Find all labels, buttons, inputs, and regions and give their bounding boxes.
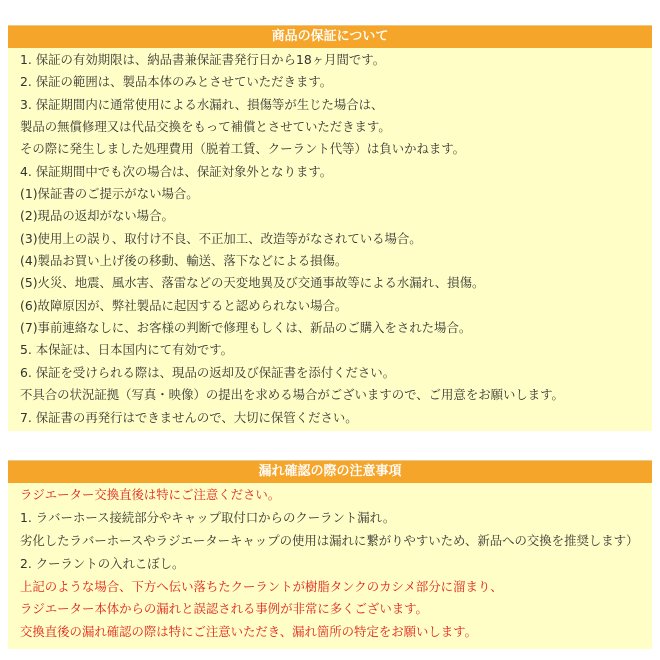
leak-check-line: 1. ラバーホース接続部分やキャップ取付口からのクーラント漏れ。	[20, 509, 396, 525]
warranty-body	[8, 48, 652, 431]
warranty-line: 製品の無償修理又は代品交換をもって補償とさせていただきます。	[20, 119, 391, 135]
leak-check-header: 漏れ確認の際の注意事項	[8, 460, 652, 483]
warranty-line: (1)保証書のご提示がない場合。	[20, 186, 199, 202]
leak-check-body	[8, 483, 652, 649]
leak-check-line: ラジエーター交換直後は特にご注意ください。	[20, 487, 281, 502]
warranty-line: (3)使用上の誤り、取付け不良、不正加工、改造等がなされている場合。	[20, 230, 422, 246]
warranty-line: (4)製品お買い上げ後の移動、輸送、落下などによる損傷。	[20, 253, 348, 269]
warranty-line: 1. 保証の有効期限は、納品書兼保証書発行日から18ヶ月間です。	[20, 52, 386, 67]
warranty-line: (6)故障原因が、弊社製品に起因すると認められない場合。	[20, 297, 348, 313]
warranty-line: (2)現品の返却がない場合。	[20, 208, 174, 224]
warranty-header: 商品の保証について	[8, 25, 652, 48]
leak-check-line: 交換直後の漏れ確認の際は特にご注意いただき、漏れ箇所の特定をお願いします。	[20, 624, 477, 640]
warranty-line: (7)事前連絡なしに、お客様の判断で修理もしくは、新品のご購入をされた場合。	[20, 320, 472, 336]
leak-check-line: 2. クーラントの入れこぼし。	[20, 555, 185, 571]
warranty-line: 5. 本保証は、日本国内にて有効です。	[20, 342, 234, 358]
warranty-line: 不具合の状況証拠（写真・映像）の提出を求める場合がございますので、ご用意をお願いします。	[20, 387, 564, 403]
warranty-line: 2. 保証の範囲は、製品本体のみとさせていただきます。	[20, 74, 333, 90]
leak-check-line: 上記のような場合、下方へ伝い落ちたクーラントが樹脂タンクのカシメ部分に溜まり、	[20, 578, 503, 594]
warranty-section	[8, 25, 652, 431]
warranty-line: 6. 保証を受けられる際は、現品の返却及び保証書を添付ください。	[20, 364, 396, 380]
warranty-line: (5)火災、地震、風水害、落雷などの天変地異及び交通事故等による水漏れ、損傷。	[20, 275, 485, 291]
leak-check-line: 劣化したラバーホースやラジエーターキャップの使用は漏れに繋がりやすいため、新品への交換を推奨します）	[20, 532, 639, 548]
leak-check-section	[8, 460, 652, 649]
warranty-line: 3. 保証期間内に通常使用による水漏れ、損傷等が生じた場合は、	[20, 96, 384, 112]
warranty-line: その際に発生しました処理費用（脱着工賃、クーラント代等）は負いかねます。	[20, 141, 466, 157]
warranty-line: 4. 保証期間中でも次の場合は、保証対象外となります。	[20, 163, 333, 179]
leak-check-line: ラジエーター本体からの漏れと誤認される事例が非常に多くございます。	[20, 601, 428, 617]
warranty-line: 7. 保証書の再発行はできませんので、大切に保管ください。	[20, 409, 358, 425]
